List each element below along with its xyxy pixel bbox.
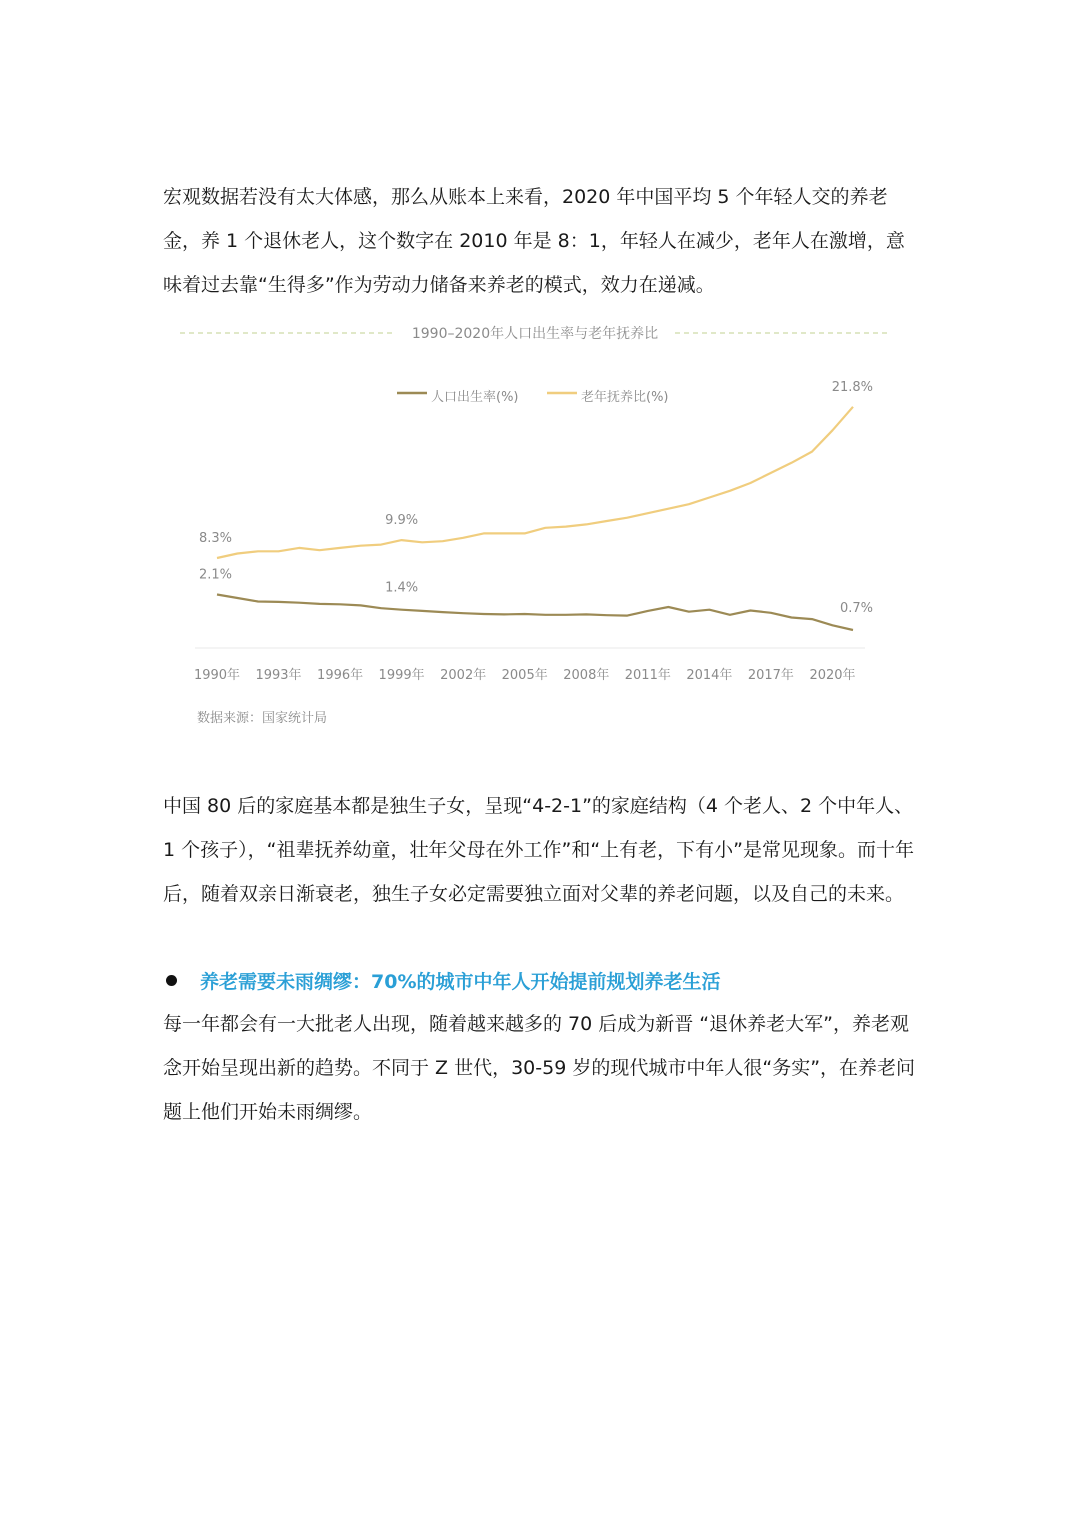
data-label: 9.9% bbox=[385, 513, 419, 529]
data-label: 2.1% bbox=[199, 567, 233, 583]
bullet-dot-icon bbox=[166, 975, 177, 986]
data-label: 1.4% bbox=[385, 580, 419, 596]
x-tick-label: 1999年 bbox=[378, 668, 425, 683]
x-tick-label: 1993年 bbox=[255, 668, 302, 683]
data-label: 0.7% bbox=[839, 601, 873, 616]
chart-title: 1990–2020年人口出生率与老年抚养比 bbox=[411, 326, 659, 342]
bullet-heading: 养老需要未雨绸缪：70%的城市中年人开始提前规划养老生活 bbox=[200, 970, 721, 993]
chart-source: 数据来源：国家统计局 bbox=[197, 711, 328, 726]
data-label: 21.8% bbox=[831, 379, 873, 395]
series-line-birth-rate bbox=[217, 595, 853, 631]
x-tick-label: 2014年 bbox=[686, 668, 733, 683]
paragraph-3: 每一年都会有一大批老人出现，随着越来越多的 70 后成为新晋 “退休养老大军”，养老观念开始呈现出新的趋势。不同于 Z 世代，30-59 岁的现代城市中年人很“务实”，在养老问题上他们开始未雨绸缪。 bbox=[163, 1013, 916, 1123]
paragraph-1: 宏观数据若没有太大体感，那么从账本上来看，2020 年中国平均 5 个年轻人交的养老金，养 1 个退休老人，这个数字在 2010 年是 8：1，年轻人在减少，老年人在激增，意味着过去靠“生得多”作为劳动力储备来养老的模式，效力在递减。 bbox=[163, 186, 905, 296]
chart-marks bbox=[194, 380, 873, 683]
x-tick-label: 1996年 bbox=[317, 668, 364, 683]
line-chart bbox=[175, 318, 905, 733]
x-tick-label: 2002年 bbox=[440, 668, 487, 683]
x-tick-label: 1990年 bbox=[193, 668, 241, 683]
data-label: 8.3% bbox=[199, 531, 233, 546]
legend-label-dependency: 老年抚养比(%) bbox=[581, 390, 669, 405]
x-tick-label: 2020年 bbox=[809, 668, 856, 683]
legend-label-birth-rate: 人口出生率(%) bbox=[431, 390, 519, 405]
x-tick-label: 2005年 bbox=[501, 668, 548, 683]
paragraph-2: 中国 80 后的家庭基本都是独生子女，呈现“4-2-1”的家庭结构（4 个老人、2 个中年人、1 个孩子），“祖辈抚养幼童，壮年父母在外工作”和“上有老，下有小”是常见现象。而十年后，随着双亲日渐衰老，独生子女必定需要独立面对父辈的养老问题，以及自己的未来。 bbox=[163, 795, 915, 905]
x-tick-label: 2011年 bbox=[624, 668, 671, 683]
bullet-heading-row bbox=[163, 958, 720, 1002]
chart-legend bbox=[397, 389, 669, 405]
series-line-dependency bbox=[217, 407, 853, 558]
x-tick-label: 2008年 bbox=[563, 668, 610, 683]
x-tick-label: 2017年 bbox=[747, 668, 794, 683]
